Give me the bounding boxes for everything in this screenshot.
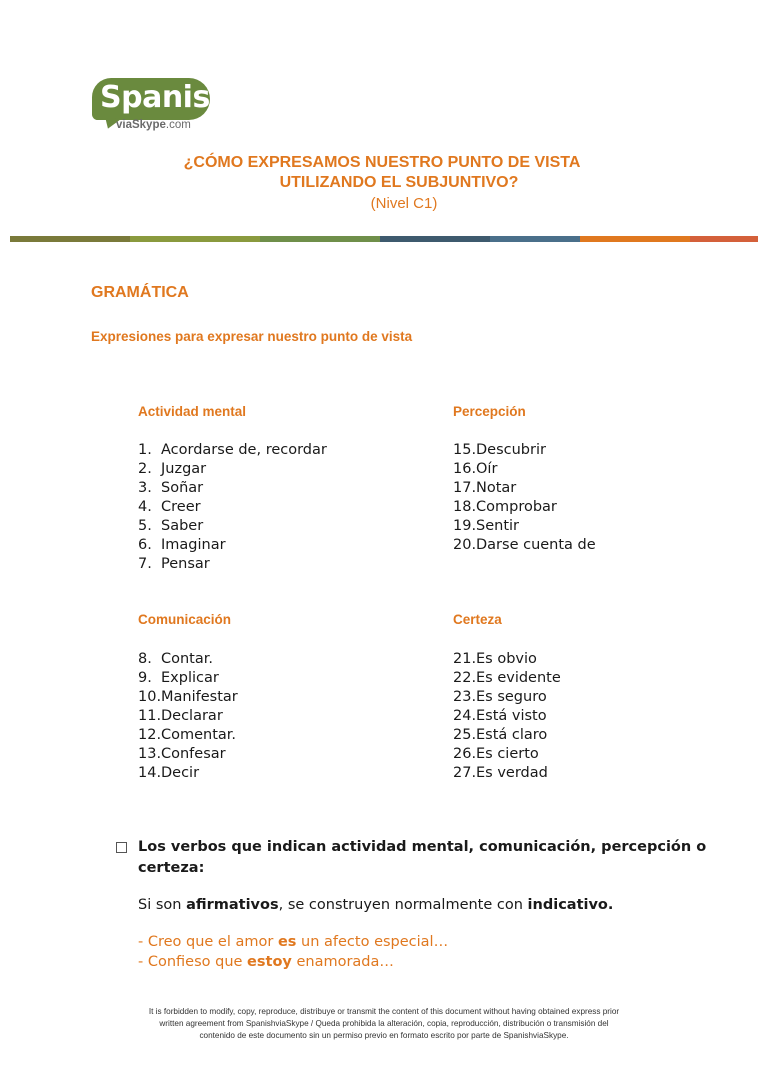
list-item: 24.Está visto bbox=[453, 708, 547, 724]
list-item: 13.Confesar bbox=[138, 746, 226, 762]
doc-title-line2: UTILIZANDO EL SUBJUNTIVO? bbox=[279, 174, 519, 191]
list-item: 6. Imaginar bbox=[138, 537, 226, 553]
spanishviaskype-logo bbox=[92, 78, 231, 136]
verb-list-certeza bbox=[453, 650, 561, 783]
list-item: 18.Comprobar bbox=[453, 499, 557, 515]
bar-segment bbox=[380, 236, 490, 242]
category-title-comunicacion: Comunicación bbox=[138, 612, 232, 627]
sub-heading: Expresiones para expresar nuestro punto de vista bbox=[91, 329, 413, 344]
bar-segment bbox=[490, 236, 580, 242]
list-item: 17.Notar bbox=[453, 480, 517, 496]
category-title-percepcion: Percepción bbox=[453, 404, 526, 419]
verb-list-percepcion bbox=[453, 441, 596, 555]
rule-body: Si son afirmativos, se construyen normalmente con indicativo. bbox=[138, 897, 614, 913]
list-item: 1. Acordarse de, recordar bbox=[138, 442, 327, 458]
list-item: 25.Está claro bbox=[453, 727, 548, 743]
list-item: 22.Es evidente bbox=[453, 670, 561, 686]
list-item: 10.Manifestar bbox=[138, 689, 238, 705]
category-title-actividad: Actividad mental bbox=[138, 404, 247, 419]
bar-segment bbox=[690, 236, 758, 242]
list-item: 26.Es cierto bbox=[453, 746, 539, 762]
doc-level: (Nivel C1) bbox=[370, 195, 438, 212]
list-item: 14.Decir bbox=[138, 765, 200, 781]
list-item: 21.Es obvio bbox=[453, 651, 537, 667]
logo-subtitle: viaSkype.com bbox=[116, 119, 191, 131]
color-divider-bar bbox=[10, 236, 758, 242]
list-item: 8. Contar. bbox=[138, 651, 213, 667]
section-heading: GRAMÁTICA bbox=[91, 284, 189, 301]
verb-list-actividad bbox=[138, 441, 327, 574]
bar-segment bbox=[580, 236, 690, 242]
list-item: 23.Es seguro bbox=[453, 689, 547, 705]
list-item: 7. Pensar bbox=[138, 556, 210, 572]
example-sentence: - Creo que el amor es un afecto especial… bbox=[138, 934, 449, 950]
list-item: 3. Soñar bbox=[138, 480, 204, 496]
list-item: 5. Saber bbox=[138, 518, 204, 534]
checkbox-bullet-icon bbox=[116, 842, 127, 853]
list-item: 19.Sentir bbox=[453, 518, 519, 534]
list-item: 9. Explicar bbox=[138, 670, 219, 686]
logo-word: Spanish bbox=[100, 80, 231, 115]
list-item: 27.Es verdad bbox=[453, 765, 548, 781]
example-sentence: - Confieso que estoy enamorada… bbox=[138, 954, 394, 970]
verb-list-comunicacion bbox=[138, 650, 238, 783]
list-item: 20.Darse cuenta de bbox=[453, 537, 596, 553]
rule-heading: Los verbos que indican actividad mental, comunicación, percepción o certeza: bbox=[138, 839, 707, 876]
list-item: 16.Oír bbox=[453, 461, 498, 477]
list-item: 11.Declarar bbox=[138, 708, 223, 724]
category-title-certeza: Certeza bbox=[453, 612, 502, 627]
list-item: 4. Creer bbox=[138, 499, 201, 515]
copyright-footer: It is forbidden to modify, copy, reproduce, distribuye or transmit the content of this document without having obtained express prior written agreement from SpanishviaSkype / Queda prohibida la alteración, copia, reproducción, distribución o transmisión del contenido de este documento sin un permiso previo en formato escrito por parte de SpanishviaSkype. bbox=[148, 1007, 620, 1040]
doc-title-line1: ¿CÓMO EXPRESAMOS NUESTRO PUNTO DE VISTA bbox=[183, 154, 581, 171]
list-item: 12.Comentar. bbox=[138, 727, 237, 743]
bar-segment bbox=[130, 236, 260, 242]
list-item: 2. Juzgar bbox=[138, 461, 207, 477]
bar-segment bbox=[10, 236, 130, 242]
list-item: 15.Descubrir bbox=[453, 442, 546, 458]
bar-segment bbox=[260, 236, 380, 242]
